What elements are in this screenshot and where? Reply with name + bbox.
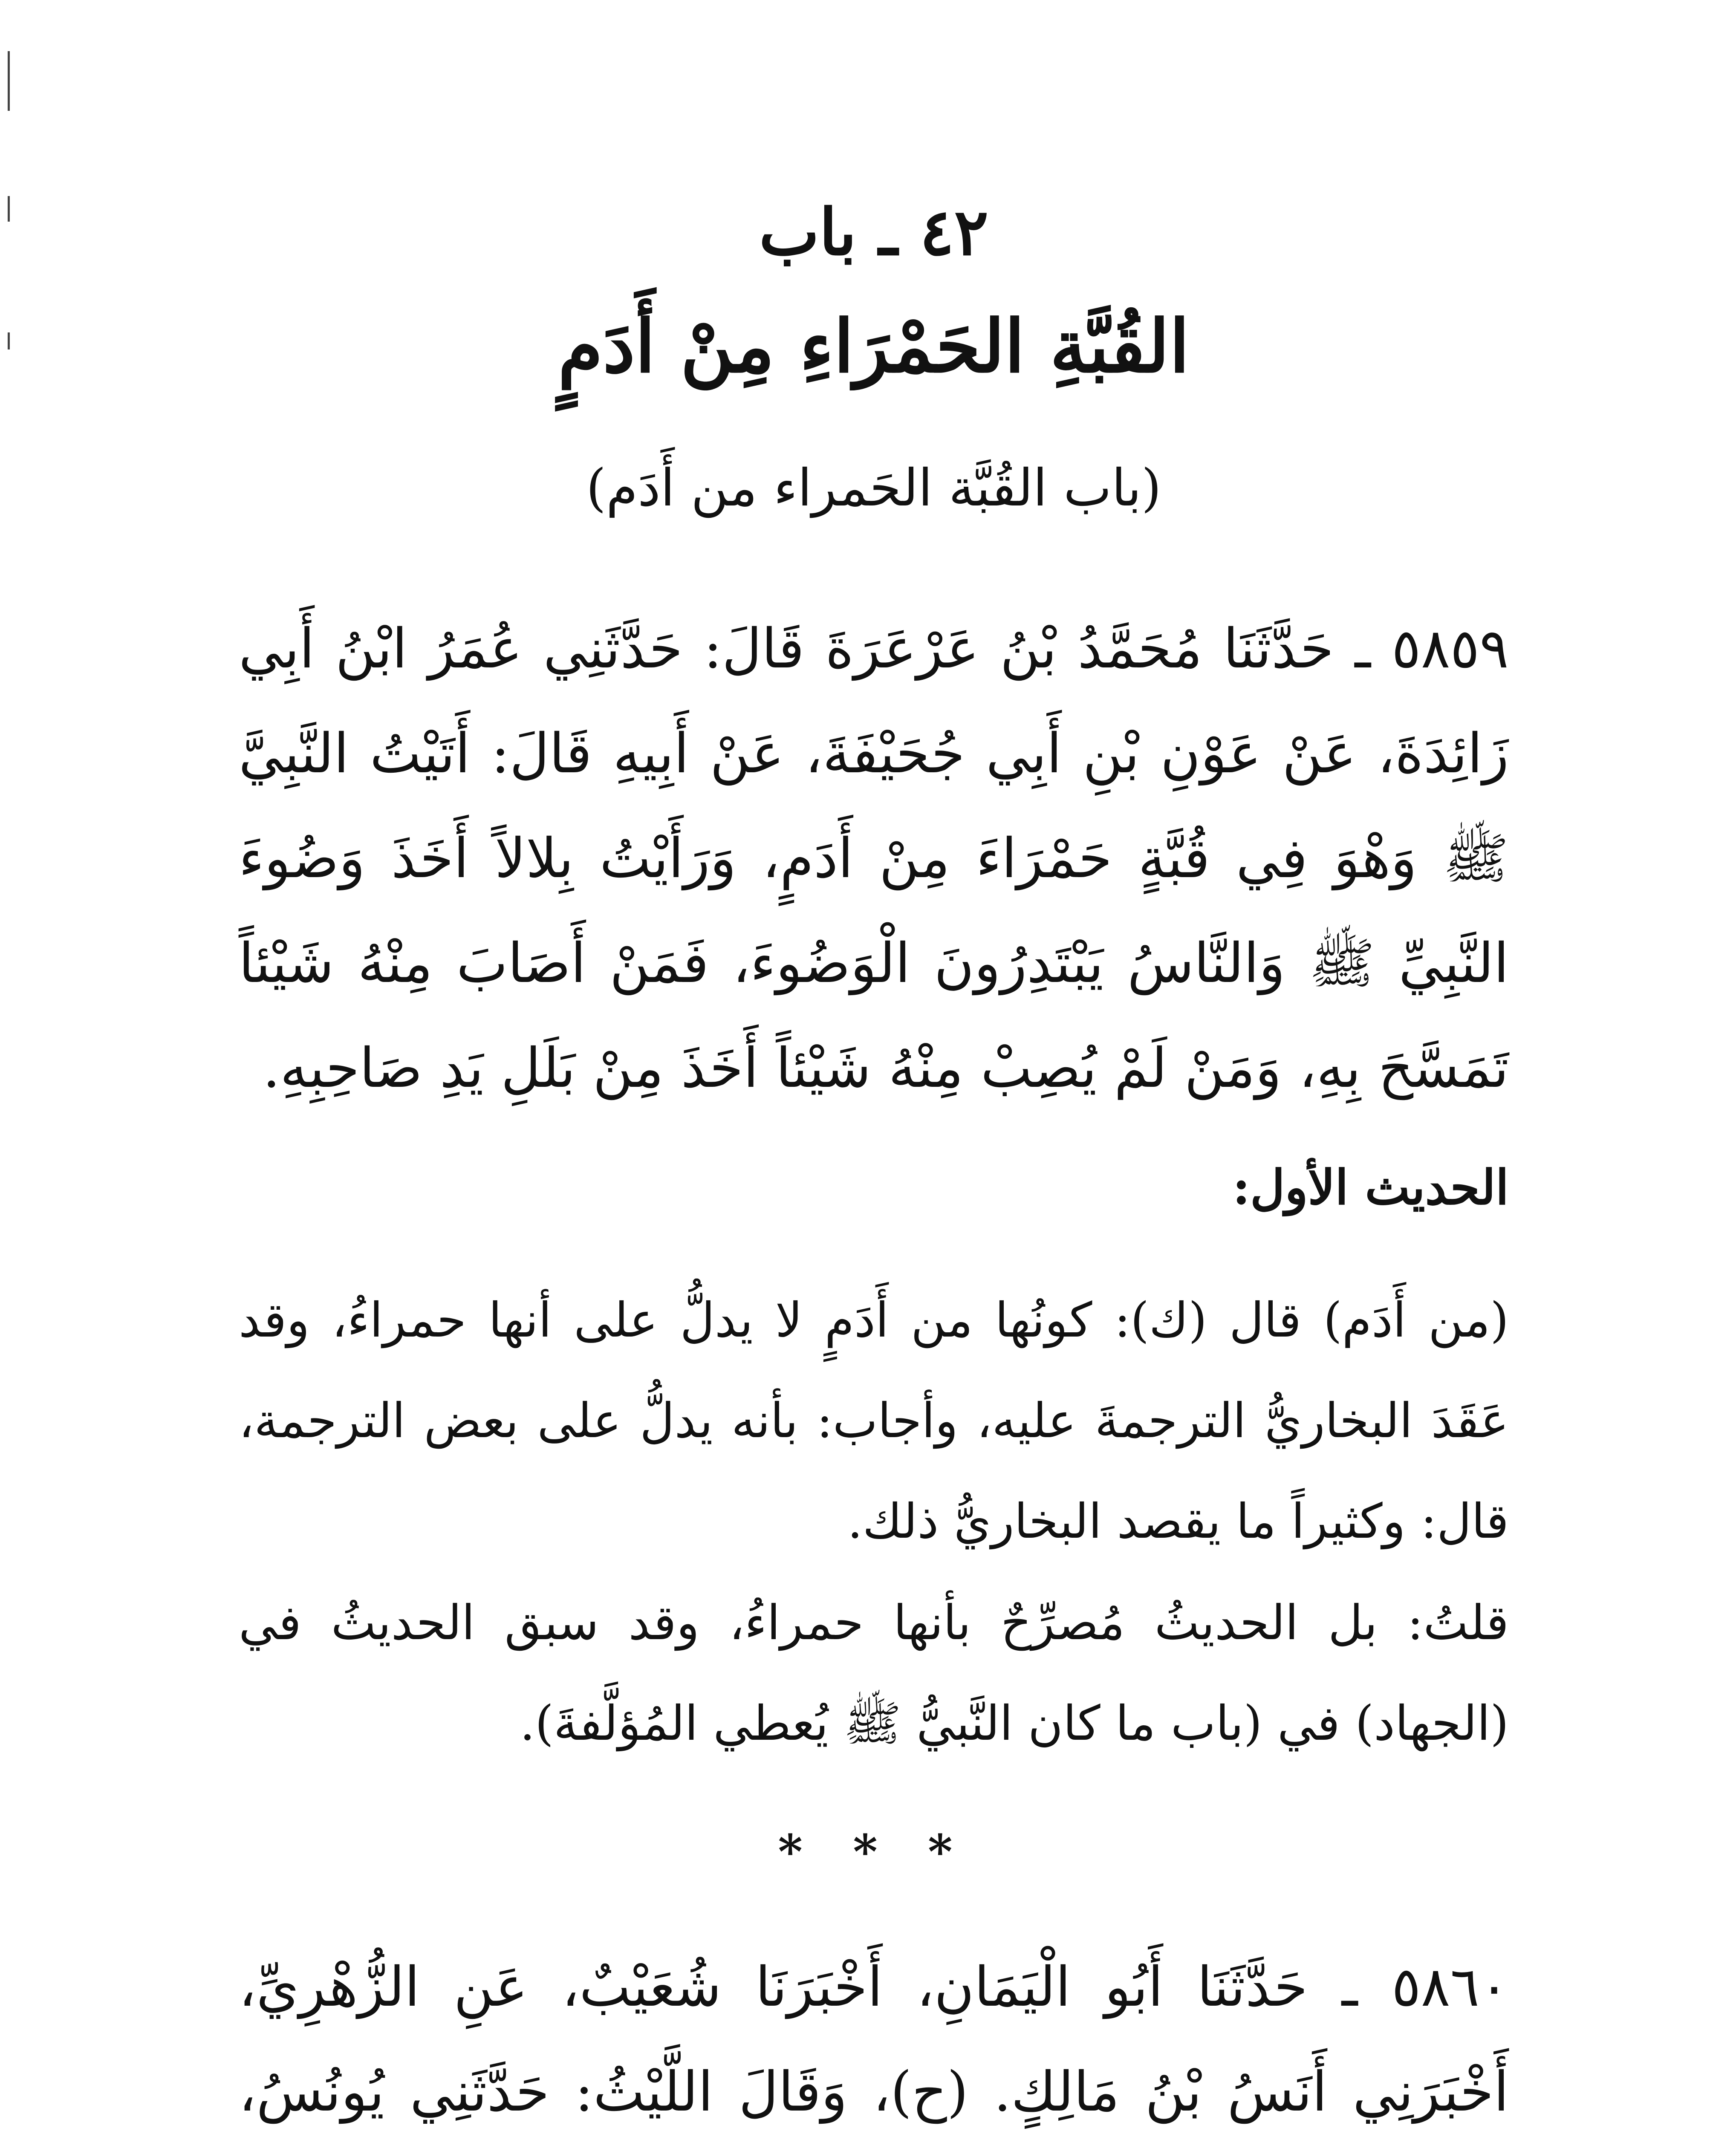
- section-separator: * * *: [778, 1824, 970, 1879]
- hadith-5860: ٥٨٦٠ ـ حَدَّثَنَا أَبُو الْيَمَانِ، أَخْبَرَنَا شُعَيْبٌ، عَنِ الزُّهْرِيِّ، أَخْبَرَنِي أَنَسُ بْنُ مَالِكٍ. (ح)، وَقَالَ اللَّيْثُ: حَدَّثَنِي يُونُسُ،: [239, 1955, 1509, 2124]
- chapter-number: ٤٢ ـ باب: [759, 195, 989, 270]
- margin-mark: [8, 196, 10, 222]
- margin-mark: [8, 51, 10, 111]
- commentary-paragraph: قلتُ: بل الحديثُ مُصرِّحٌ بأنها حمراءُ، وقد سبق الحديثُ في (الجهاد) في (باب ما كان النَّبيُّ ﷺ يُعطي المُؤلَّفةَ).: [239, 1595, 1509, 1751]
- margin-mark: [8, 332, 10, 349]
- chapter-subtitle: (باب القُبَّة الحَمراء من أَدَم): [586, 459, 1161, 518]
- commentary-heading: الحديث الأول:: [1232, 1160, 1509, 1216]
- chapter-title: القُبَّةِ الحَمْرَاءِ مِنْ أَدَمٍ: [558, 304, 1190, 389]
- hadith-5859: ٥٨٥٩ ـ حَدَّثَنَا مُحَمَّدُ بْنُ عَرْعَرَةَ قَالَ: حَدَّثَنِي عُمَرُ ابْنُ أَبِي زَائِدَةَ، عَنْ عَوْنِ بْنِ أَبِي جُحَيْفَةَ، عَنْ أَبِيهِ قَالَ: أَتَيْتُ النَّبِيَّ ﷺ وَهْوَ فِي قُبَّةٍ حَمْرَاءَ مِنْ أَدَمٍ، وَرَأَيْتُ بِلالاً أَخَذَ وَضُوءَ النَّبِيِّ ﷺ وَالنَّاسُ يَبْتَدِرُونَ الْوَضُوءَ، فَمَنْ أَصَابَ مِنْهُ شَيْئاً تَمَسَّحَ بِهِ، وَمَنْ لَمْ يُصِبْ مِنْهُ شَيْئاً أَخَذَ مِنْ بَلَلِ يَدِ صَاحِبِهِ.: [239, 617, 1509, 1100]
- commentary-paragraph: (من أَدَم) قال (ك): كونُها من أَدَمٍ لا يدلُّ على أنها حمراءُ، وقد عَقَدَ البخاريُّ الترجمةَ عليه، وأجاب: بأنه يدلُّ على بعض الترجمة، قال: وكثيراً ما يقصد البخاريُّ ذلك.: [239, 1293, 1509, 1549]
